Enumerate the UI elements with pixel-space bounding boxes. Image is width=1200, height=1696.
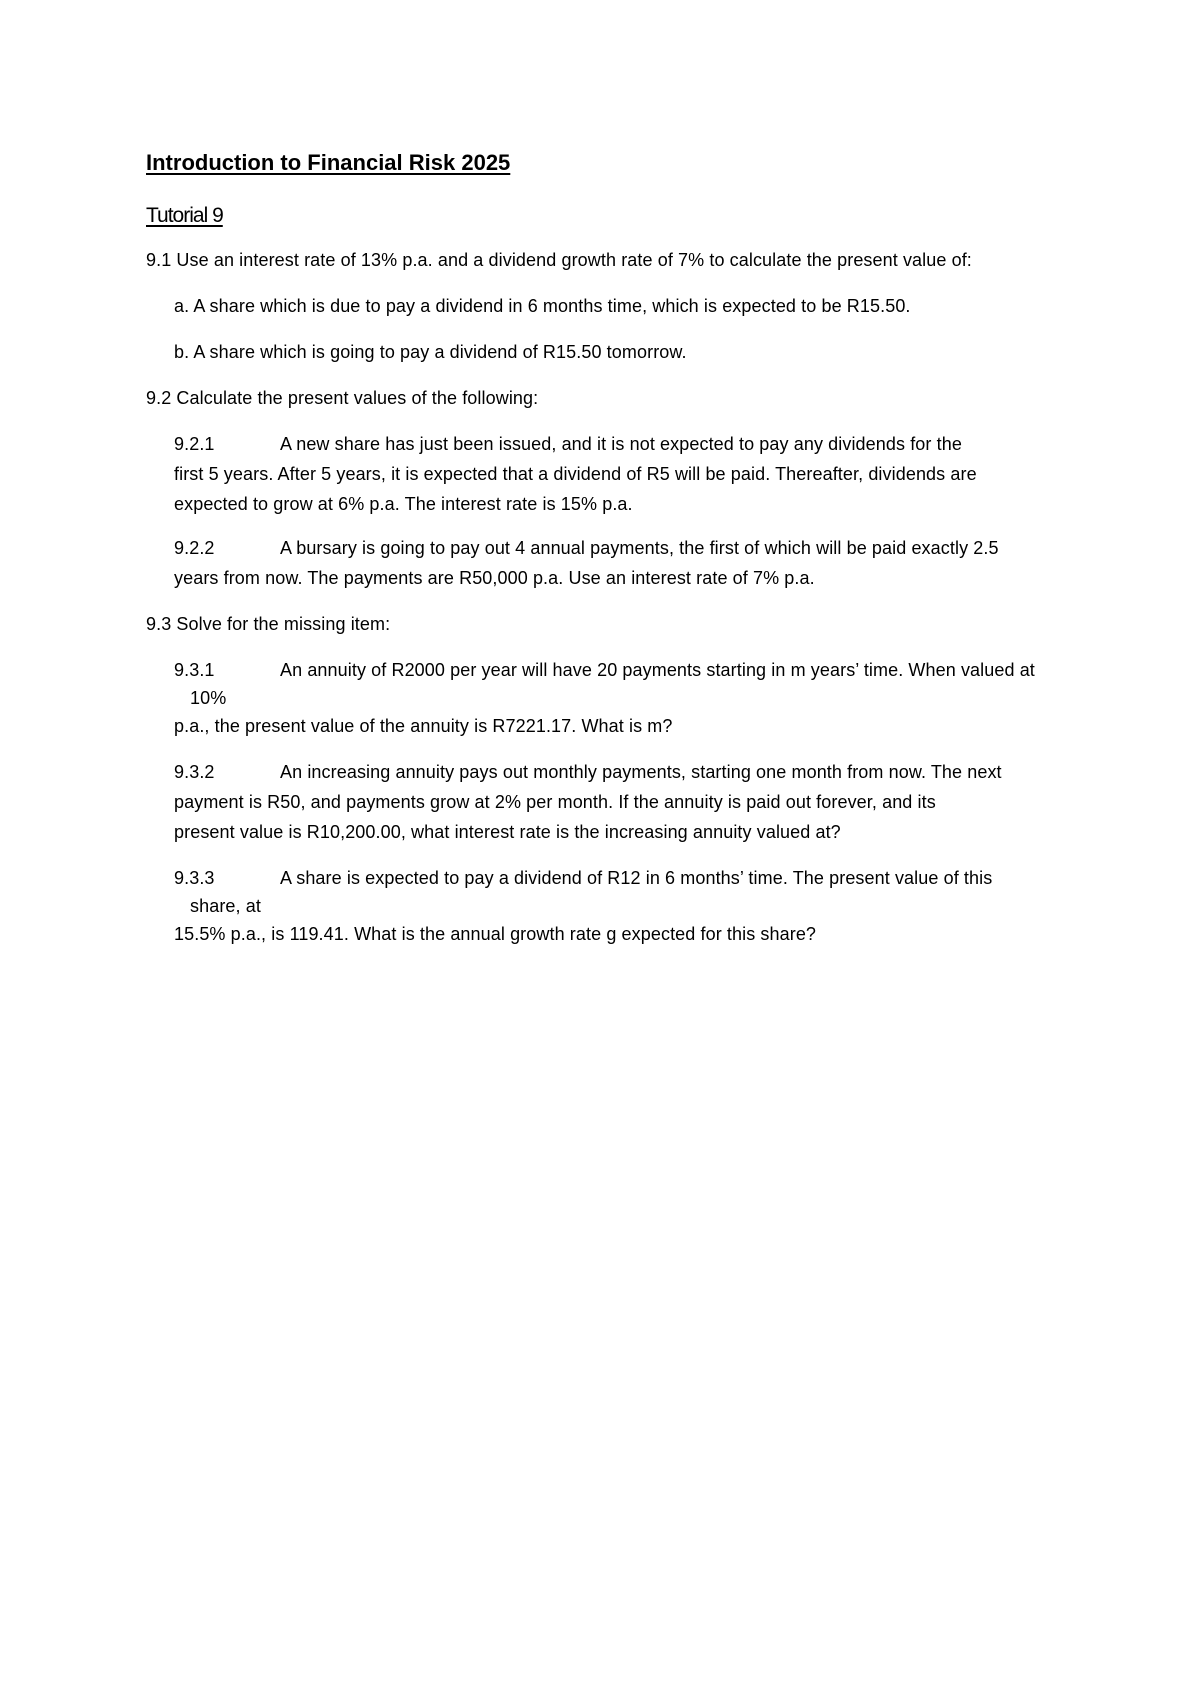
question-9-3-2-line3: present value is R10,200.00, what interest rate is the increasing annuity valued at? (174, 822, 841, 842)
question-9-3-1-text: An annuity of R2000 per year will have 20 payments starting in m years’ time. When valued at (280, 660, 1035, 680)
question-9-2-1-line1 (174, 432, 962, 456)
question-9-2-1-text: A new share has just been issued, and it is not expected to pay any dividends for the (280, 434, 962, 454)
question-9-3-2-line1 (174, 760, 1002, 784)
question-9-3-intro: 9.3 Solve for the missing item: (146, 614, 391, 634)
question-9-1-a: a. A share which is due to pay a dividend in 6 months time, which is expected to be R15.50. (174, 296, 911, 316)
question-9-1-intro: 9.1 Use an interest rate of 13% p.a. and a dividend growth rate of 7% to calculate the present value of: (146, 250, 972, 270)
document-title: Introduction to Financial Risk 2025 (146, 150, 511, 175)
question-9-2-intro: 9.2 Calculate the present values of the following: (146, 388, 539, 408)
question-9-3-1-number: 9.3.1 (174, 660, 215, 680)
question-9-2-1-line3: expected to grow at 6% p.a. The interest rate is 15% p.a. (174, 494, 633, 514)
question-9-3-2-line2: payment is R50, and payments grow at 2% per month. If the annuity is paid out forever, and its (174, 792, 936, 812)
question-9-2-2-line1 (174, 536, 999, 560)
question-9-3-3-number: 9.3.3 (174, 868, 215, 888)
question-9-3-2-text: An increasing annuity pays out monthly payments, starting one month from now. The next (280, 762, 1002, 782)
question-9-3-3-line2: share, at (190, 896, 261, 916)
question-9-2-2-number: 9.2.2 (174, 538, 215, 558)
question-9-2-1-line2: first 5 years. After 5 years, it is expected that a dividend of R5 will be paid. Thereafter, dividends are (174, 464, 977, 484)
question-9-3-1-line3: p.a., the present value of the annuity is R7221.17. What is m? (174, 716, 673, 736)
question-9-3-2-number: 9.3.2 (174, 762, 215, 782)
question-9-3-3-line1 (174, 866, 992, 890)
question-9-2-2-line2: years from now. The payments are R50,000 p.a. Use an interest rate of 7% p.a. (174, 568, 815, 588)
question-9-1-b: b. A share which is going to pay a dividend of R15.50 tomorrow. (174, 342, 687, 362)
question-9-2-2-text: A bursary is going to pay out 4 annual payments, the first of which will be paid exactly 2.5 (280, 538, 999, 558)
question-9-3-1-line1 (174, 658, 1035, 682)
question-9-3-3-text: A share is expected to pay a dividend of R12 in 6 months’ time. The present value of this (280, 868, 993, 888)
question-9-2-1-number: 9.2.1 (174, 434, 215, 454)
question-9-3-1-line2: 10% (190, 688, 227, 708)
question-9-3-3-line3: 15.5% p.a., is 119.41. What is the annual growth rate g expected for this share? (174, 924, 817, 944)
document-subtitle: Tutorial 9 (146, 204, 223, 227)
